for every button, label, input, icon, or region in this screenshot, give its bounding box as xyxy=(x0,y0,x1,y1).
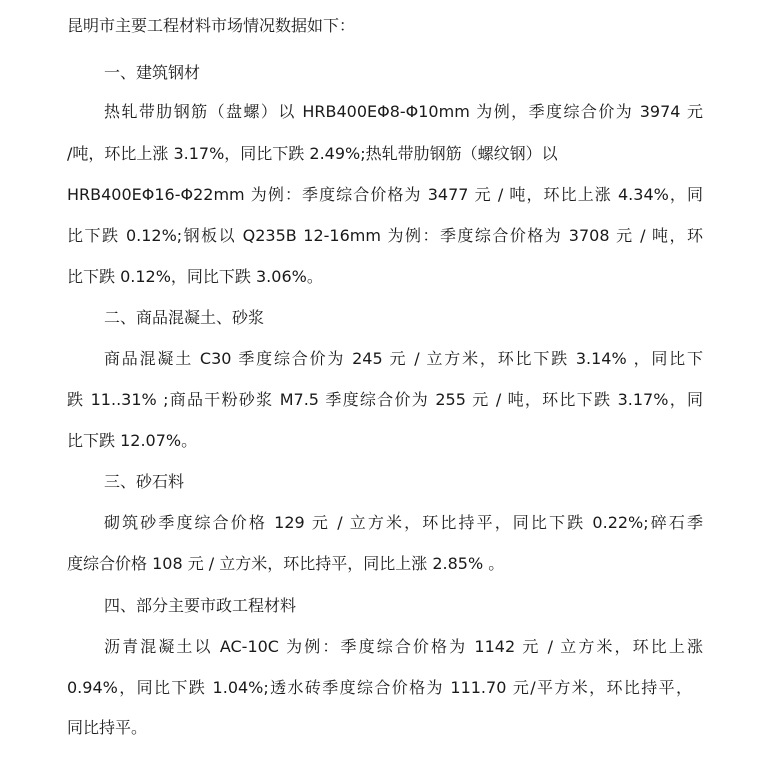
paragraph-line: 0.94%，同比下跌 1.04%;透水砖季度综合价格为 111.70 元/平方米，环比持平， xyxy=(67,678,692,697)
paragraph-line: 跌 11..31% ;商品干粉砂浆 M7.5 季度综合价为 255 元 / 吨，环比下跌 3.17%，同 xyxy=(67,390,703,409)
paragraph-line: 热轧带肋钢筋（盘螺）以 HRB400EΦ8-Φ10mm 为例，季度综合价为 3974 元 xyxy=(104,102,703,121)
paragraph-line: 比下跌 0.12%，同比下跌 3.06%。 xyxy=(67,267,323,286)
intro-text: 昆明市主要工程材料市场情况数据如下： xyxy=(67,16,356,35)
paragraph-line: 比下跌 0.12%;钢板以 Q235B 12-16mm 为例：季度综合价格为 3708 元 / 吨，环 xyxy=(67,226,703,245)
section-heading-aggregate: 三、砂石料 xyxy=(104,472,185,491)
paragraph-line: HRB400EΦ16-Φ22mm 为例：季度综合价格为 3477 元 / 吨，环比上涨 4.34%，同 xyxy=(67,185,703,204)
paragraph-line: 比下跌 12.07%。 xyxy=(67,431,198,450)
paragraph-line: 沥青混凝土以 AC-10C 为例：季度综合价格为 1142 元 / 立方米，环比上涨 xyxy=(104,637,703,656)
section-heading-municipal: 四、部分主要市政工程材料 xyxy=(104,596,297,615)
paragraph-line: 同比持平。 xyxy=(67,718,148,737)
section-heading-concrete: 二、商品混凝土、砂浆 xyxy=(104,308,265,327)
paragraph-line: 砌筑砂季度综合价格 129 元 / 立方米，环比持平，同比下跌 0.22%;碎石季 xyxy=(104,513,703,532)
section-heading-steel: 一、建筑钢材 xyxy=(104,63,201,82)
paragraph-line: 度综合价格 108 元 / 立方米，环比持平，同比上涨 2.85% 。 xyxy=(67,554,505,573)
paragraph-line: /吨，环比上涨 3.17%，同比下跌 2.49%;热轧带肋钢筋（螺纹钢）以 xyxy=(67,144,558,163)
paragraph-line: 商品混凝土 C30 季度综合价为 245 元 / 立方米，环比下跌 3.14% ，同比下 xyxy=(104,349,703,368)
